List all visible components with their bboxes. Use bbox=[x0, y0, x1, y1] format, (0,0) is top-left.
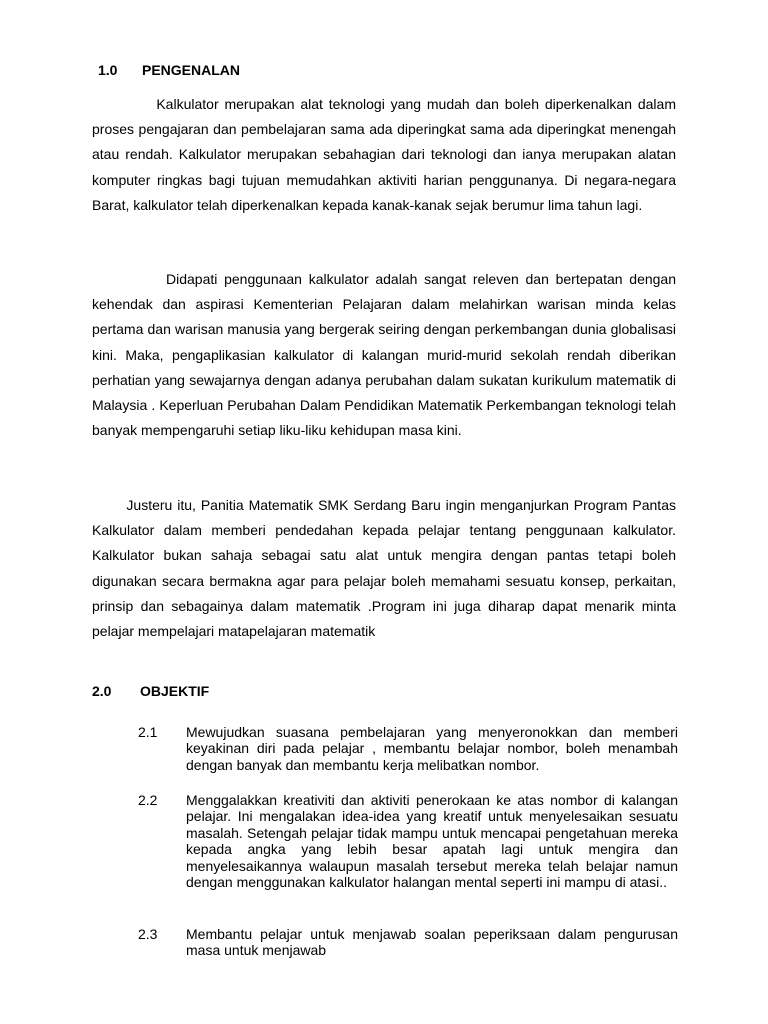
paragraph-intro-3: Justeru itu, Panitia Matematik SMK Serdang Baru ingin menganjurkan Program Pantas Kalkulator dalam memberi pendedahan kepada pelajar tentang penggunaan kalkulator. Kalkulator bukan sahaja sebagai satu alat untuk mengira dengan pantas tetapi boleh digunakan secara bermakna agar para pelajar boleh memahami sesuatu konsep, perkaitan, prinsip dan sebagainya dalam matematik .Program ini juga diharap dapat menarik minta pelajar mempelajari matapelajaran matematik bbox=[92, 497, 676, 640]
section-number: 1.0 bbox=[98, 62, 118, 78]
objective-number: 2.1 bbox=[138, 724, 158, 740]
objective-text: Menggalakkan kreativiti dan aktiviti penerokaan ke atas nombor di kalangan pelajar. Ini mengalakan idea-idea yang kreatif untuk menyelesaikan sesuatu masalah. Setengah pelajar tidak mampu untuk mencapai pengetahuan mereka kepada angka yang lebih besar apatah lagi untuk mengira dan menyelesaikannya walaupun masalah tersebut mereka telah belajar namun dengan menggunakan kalkulator halangan mental seperti ini mampu di atasi.. bbox=[186, 792, 678, 891]
objective-number: 2.3 bbox=[138, 926, 158, 942]
section-number: 2.0 bbox=[92, 683, 112, 699]
objective-text: Mewujudkan suasana pembelajaran yang menyeronokkan dan memberi keyakinan diri pada pelajar , membantu belajar nombor, boleh menambah dengan banyak dan membantu kerja melibatkan nombor. bbox=[186, 724, 678, 773]
objective-item bbox=[138, 792, 678, 890]
section-title: OBJEKTIF bbox=[140, 683, 210, 699]
section-heading-objektif bbox=[92, 682, 209, 700]
section-title: PENGENALAN bbox=[142, 62, 241, 78]
objective-text: Membantu pelajar untuk menjawab soalan peperiksaan dalam pengurusan masa untuk menjawab bbox=[186, 926, 678, 959]
objective-item bbox=[138, 926, 678, 959]
section-heading-pengenalan bbox=[98, 61, 240, 79]
objective-item bbox=[138, 724, 678, 773]
objective-number: 2.2 bbox=[138, 792, 158, 808]
paragraph-intro-2: Didapati penggunaan kalkulator adalah sangat releven dan bertepatan dengan kehendak dan aspirasi Kementerian Pelajaran dalam melahirkan warisan minda kelas pertama dan warisan manusia yang bergerak seiring dengan perkembangan dunia globalisasi kini. Maka, pengaplikasian kalkulator di kalangan murid-murid sekolah rendah diberikan perhatian yang sewajarnya dengan adanya perubahan dalam sukatan kurikulum matematik di Malaysia . Keperluan Perubahan Dalam Pendidikan Matematik Perkembangan teknologi telah banyak mempengaruhi setiap liku-liku kehidupan masa kini. bbox=[92, 271, 676, 439]
paragraph-intro-1: Kalkulator merupakan alat teknologi yang mudah dan boleh diperkenalkan dalam proses pengajaran dan pembelajaran sama ada diperingkat sama ada diperingkat menengah atau rendah. Kalkulator merupakan sebahagian dari teknologi dan ianya merupakan alatan komputer ringkas bagi tujuan memudahkan aktiviti harian penggunanya. Di negara-negara Barat, kalkulator telah diperkenalkan kepada kanak-kanak sejak berumur lima tahun lagi. bbox=[92, 96, 676, 213]
